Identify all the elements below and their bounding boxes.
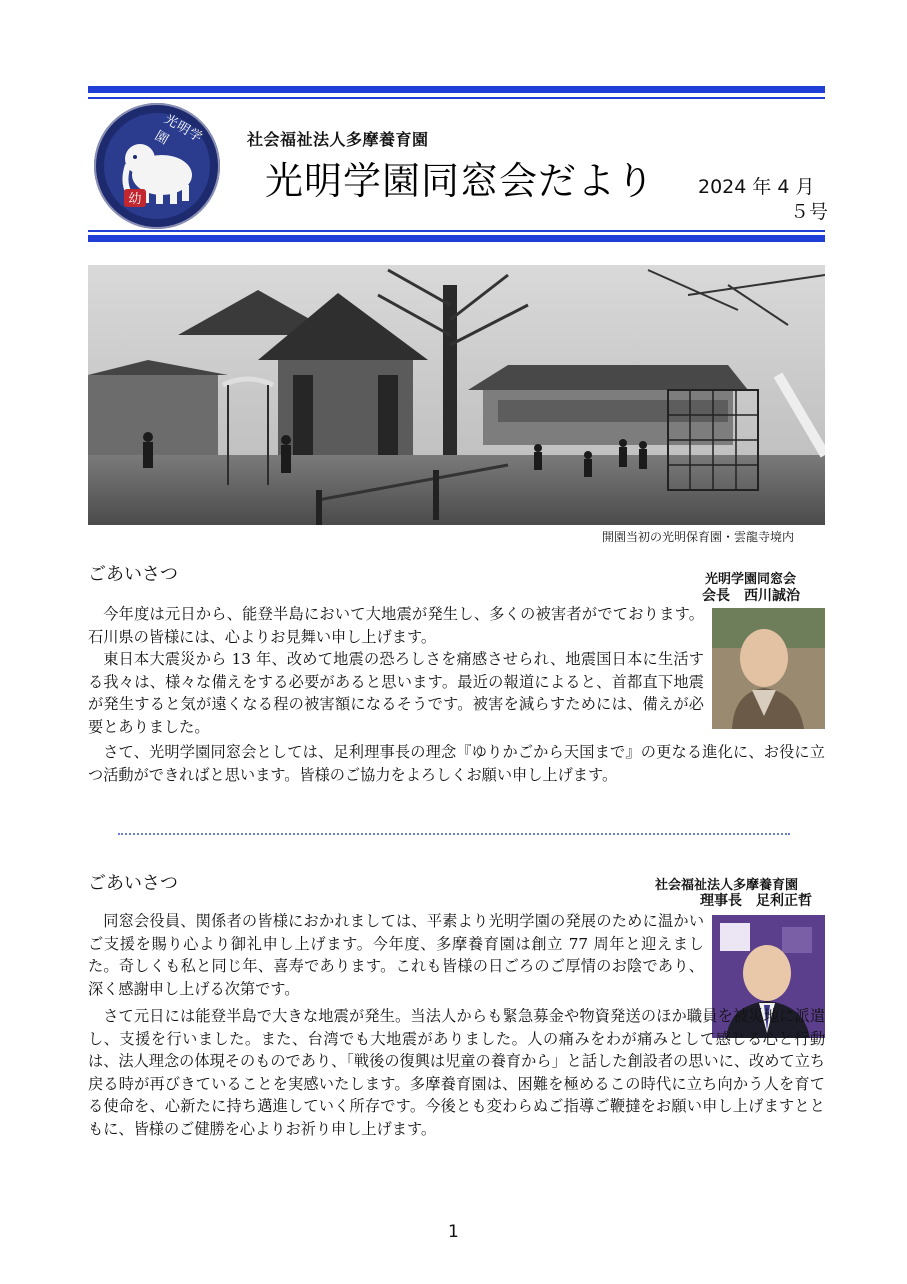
organization-name: 社会福祉法人多摩養育園 xyxy=(247,130,429,149)
person-photo-icon xyxy=(712,608,825,729)
logo-text: 光明学園 xyxy=(151,112,206,149)
greeting1-signature: 会長 西川誠治 xyxy=(702,588,800,604)
greeting2-paragraph-1: 同窓会役員、関係者の皆様におかれましては、平素より光明学園の発展のために温かいご支援を賜り心より御礼申し上げます。今年度、多摩養育園は創立 77 周年と迎えました。奇しくも私と同じ年、喜寿であります。これも皆様の日ごろのご厚情のお陰であり、深く感謝申し上げる次第です。 xyxy=(88,912,705,998)
greeting2-body-bottom xyxy=(88,1005,825,1140)
greeting1-body-bottom xyxy=(88,741,825,786)
greeting2-heading: ごあいさつ xyxy=(88,873,178,894)
header-rule-top-thin xyxy=(88,97,825,99)
greeting2-org: 社会福祉法人多摩養育園 xyxy=(655,878,799,893)
school-logo xyxy=(94,103,220,229)
header-rule-bottom-thin xyxy=(88,230,825,232)
photo-caption: 開園当初の光明保育園・雲龍寺境内 xyxy=(602,530,795,544)
header-rule-bottom-thick xyxy=(88,235,825,242)
header-rule-top-thick xyxy=(88,86,825,93)
greeting1-body-top xyxy=(88,603,704,738)
greeting2-body-top xyxy=(88,910,704,1000)
greeting1-paragraph-1: 今年度は元日から、能登半島において大地震が発生し、多くの被害者がでております。石川県の皆様には、心よりお見舞い申し上げます。 xyxy=(88,605,704,646)
section-divider xyxy=(118,833,790,835)
greeting1-heading: ごあいさつ xyxy=(88,564,178,585)
greeting1-paragraph-2: 東日本大震災から 13 年、改めて地震の恐ろしさを痛感させられ、地震国日本に生活する我々は、様々な備えをする必要があると思います。最近の報道によると、首都直下地震が発生すると気が遠くなる程の被害額になるそうです。被害を減らすためには、備えが必要とありました。 xyxy=(88,650,704,736)
greeting2-signature: 理事長 足利正哲 xyxy=(700,893,812,909)
greeting2-paragraph-2: さて元日には能登半島で大きな地震が発生。当法人からも緊急募金や物資発送のほか職員を被災地に派遣し、支援を行いました。また、台湾でも大地震がありました。人の痛みをわが痛みとして感じる心と行動は、法人理念の体現そのものであり、「戦後の復興は児童の養育から」と話した創設者の思いに、改めて立ち戻る時が再びきていることを実感いたします。多摩養育園は、困難を極めるこの時代に立ち向かう人を育てる使命を、心新たに持ち邁進していく所存です。今後とも変わらぬご指導ご鞭撻をお願い申し上げますとともに、皆様のご健勝を心よりお祈り申し上げます。 xyxy=(88,1007,826,1138)
issue-date: 2024 年 4 月 xyxy=(698,176,815,198)
newsletter-title: 光明学園同窓会だより xyxy=(265,159,656,203)
issue-number: ５号 xyxy=(790,201,829,223)
temple-courtyard-image xyxy=(88,265,825,525)
historic-photo xyxy=(88,265,825,525)
greeting1-paragraph-3: さて、光明学園同窓会としては、足利理事長の理念『ゆりかごから天国まで』の更なる進化に、お役に立つ活動ができればと思います。皆様のご協力をよろしくお願い申し上げます。 xyxy=(88,743,825,784)
svg-text:幼: 幼 xyxy=(128,192,142,207)
greeting1-org: 光明学園同窓会 xyxy=(705,572,797,587)
logo-badge xyxy=(104,113,210,219)
chairman-portrait xyxy=(712,608,825,729)
page-number: 1 xyxy=(448,1222,459,1242)
